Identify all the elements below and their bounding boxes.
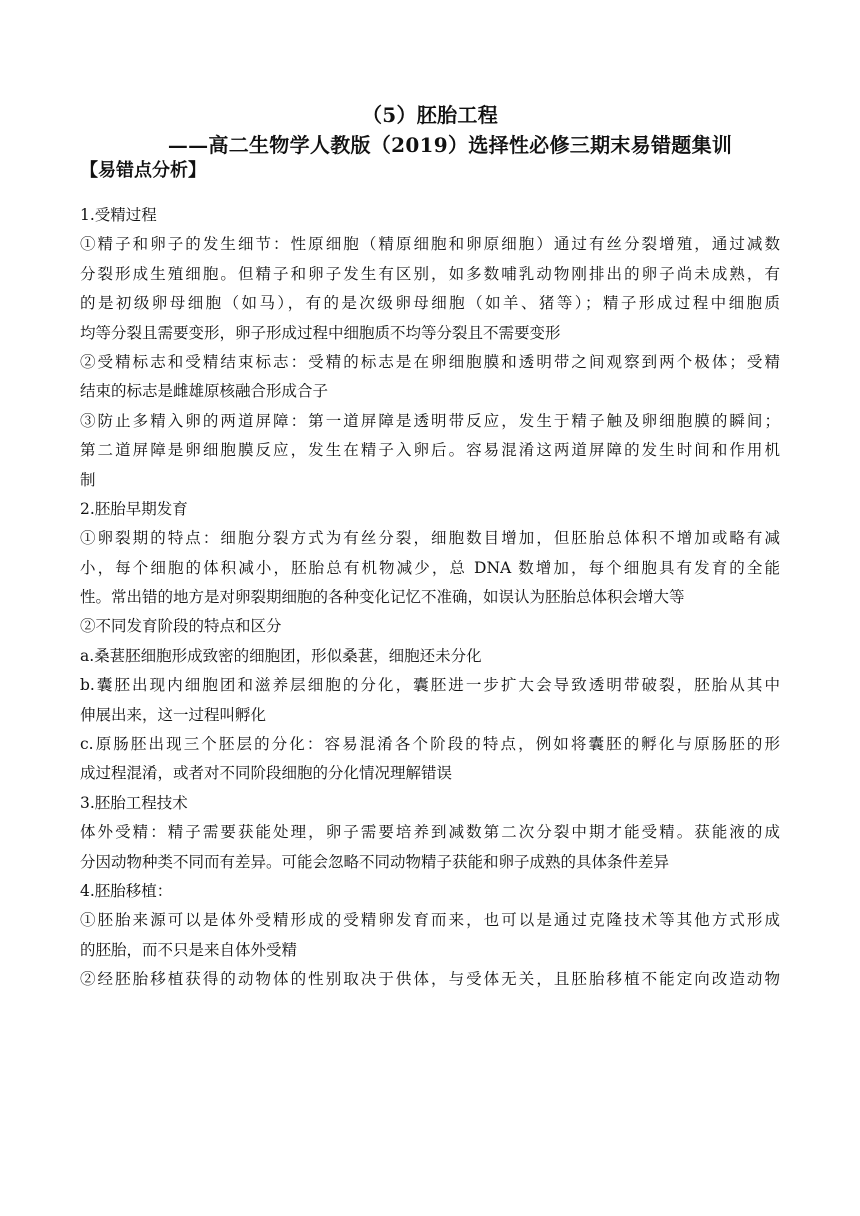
body-line: ②经胚胎移植获得的动物体的性别取决于供体，与受体无关，且胚胎移植不能定向改造动物 [80,970,780,989]
body-line: 1.受精过程 [80,206,157,224]
body-line: 成过程混淆，或者对不同阶段细胞的分化情况理解错误 [80,764,453,783]
body-line: a.桑葚胚细胞形成致密的细胞团，形似桑葚，细胞还未分化 [80,646,482,665]
body-line: b.囊胚出现内细胞团和滋养层细胞的分化，囊胚进一步扩大会导致透明带破裂，胚胎从其中 [80,676,780,695]
section-heading: 【易错点分析】 [80,160,206,181]
body-line: ①胚胎来源可以是体外受精形成的受精卵发育而来，也可以是通过克隆技术等其他方式形成 [80,911,780,930]
body-line: 的胚胎，而不只是来自体外受精 [80,940,298,959]
body-line: 体外受精：精子需要获能处理，卵子需要培养到减数第二次分裂中期才能受精。获能液的成 [80,823,780,842]
body-line: 第二道屏障是卵细胞膜反应，发生在精子入卵后。容易混淆这两道屏障的发生时间和作用机 [80,441,780,460]
body-line: 结束的标志是雌雄原核融合形成合子 [80,382,329,401]
document-title: （5）胚胎工程 [361,103,499,127]
body-line: 的是初级卵母细胞（如马），有的是次级卵母细胞（如羊、猪等）；精子形成过程中细胞质 [80,294,780,313]
body-line: 性。常出错的地方是对卵裂期细胞的各种变化记忆不准确，如误认为胚胎总体积会增大等 [80,588,685,607]
body-line: 均等分裂且需要变形，卵子形成过程中细胞质不均等分裂且不需要变形 [80,323,561,342]
body-line: ②不同发育阶段的特点和区分 [80,617,282,636]
body-line: c.原肠胚出现三个胚层的分化：容易混淆各个阶段的特点，例如将囊胚的孵化与原肠胚的形 [80,735,780,754]
body-line: ②受精标志和受精结束标志：受精的标志是在卵细胞膜和透明带之间观察到两个极体；受精 [80,352,780,371]
body-line: ①卵裂期的特点：细胞分裂方式为有丝分裂，细胞数目增加，但胚胎总体积不增加或略有减 [80,529,780,548]
body-line: 3.胚胎工程技术 [80,793,188,812]
body-line: 制 [80,470,96,489]
body-line: ①精子和卵子的发生细节：性原细胞（精原细胞和卵原细胞）通过有丝分裂增殖，通过减数 [80,235,780,254]
body-line: ③防止多精入卵的两道屏障：第一道屏障是透明带反应，发生于精子触及卵细胞膜的瞬间； [80,411,780,430]
body-line: 小，每个细胞的体积减小，胚胎总有机物减少，总 DNA 数增加，每个细胞具有发育的全能 [80,558,780,577]
body-line: 分裂形成生殖细胞。但精子和卵子发生有区别，如多数哺乳动物刚排出的卵子尚未成熟，有 [80,264,780,283]
body-line: 4.胚胎移植： [80,881,173,900]
document-body [80,201,780,995]
body-line: 分因动物种类不同而有差异。可能会忽略不同动物精子获能和卵子成熟的具体条件差异 [80,852,670,871]
document-subtitle: ——高二生物学人教版（2019）选择性必修三期末易错题集训 [167,133,733,157]
body-line: 伸展出来，这一过程叫孵化 [80,705,267,724]
body-line: 2.胚胎早期发育 [80,499,188,518]
